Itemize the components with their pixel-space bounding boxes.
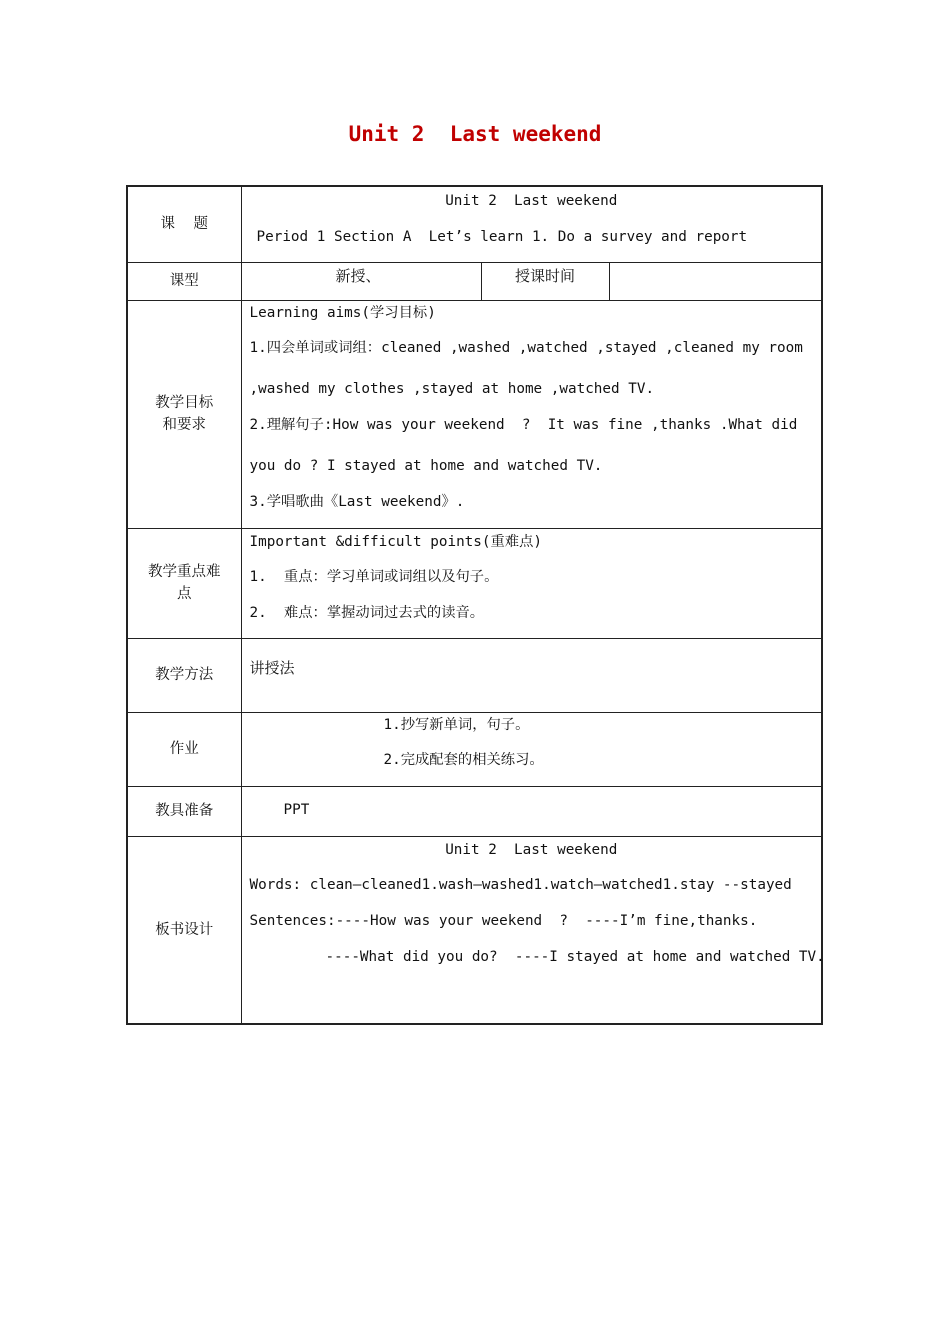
row-type <box>127 262 822 300</box>
aims-line-1: Learning aims(学习目标) <box>249 304 436 321</box>
points-line-3: 2. 难点：掌握动词过去式的读音。 <box>249 605 485 622</box>
label-tools <box>127 786 241 836</box>
homework-content <box>241 712 822 786</box>
type-value-cell <box>241 262 481 300</box>
aims-line-5: you do ? I stayed at home and watched TV. <box>249 457 603 474</box>
aims-line-6: 3.学唱歌曲《Last weekend》. <box>249 493 465 510</box>
board-line-4: ----What did you do? ----I stayed at home and watched TV. <box>325 949 825 966</box>
label-homework <box>127 712 241 786</box>
label-tools-text: 教具准备 <box>155 802 214 819</box>
label-points-line2: 点 <box>177 586 192 602</box>
label-aims-line1: 教学目标 <box>155 394 214 411</box>
label-method-text: 教学方法 <box>155 666 214 683</box>
method-content <box>241 638 822 712</box>
row-points <box>127 528 822 638</box>
time-label-cell <box>481 262 609 300</box>
type-value: 新授、 <box>335 266 381 285</box>
row-method <box>127 638 822 712</box>
label-topic-text: 课 题 <box>160 216 208 233</box>
label-points <box>127 528 241 638</box>
label-board-text: 板书设计 <box>155 921 214 938</box>
label-type-text: 课型 <box>169 272 199 289</box>
topic-line-2: Period 1 Section A Let’s learn 1. Do a survey and report <box>256 228 748 245</box>
aims-line-4: 2.理解句子:How was your weekend ? It was fine ,thanks .What did <box>249 417 798 434</box>
tools-value: PPT <box>283 802 310 819</box>
time-label: 授课时间 <box>514 266 575 285</box>
aims-line-3: ,washed my clothes ,stayed at home ,watched TV. <box>249 381 655 398</box>
label-topic <box>127 186 241 262</box>
topic-content <box>241 186 822 262</box>
board-line-1: Unit 2 Last weekend <box>445 841 618 858</box>
board-content <box>241 836 825 1024</box>
label-method <box>127 638 241 712</box>
points-line-1: Important &difficult points(重难点) <box>249 533 543 550</box>
label-aims <box>127 300 241 528</box>
board-line-2: Words: clean—cleaned1.wash—washed1.watch—watched1.stay --stayed <box>249 877 792 894</box>
time-value-cell <box>609 262 822 300</box>
board-line-3: Sentences:----How was your weekend ? ----I’m fine,thanks. <box>249 913 758 930</box>
label-type <box>127 262 241 300</box>
lesson-plan-table <box>126 185 823 1025</box>
points-content <box>241 528 822 638</box>
aims-line-2: 1.四会单词或词组：cleaned ,washed ,watched ,stayed ,cleaned my room <box>249 340 803 357</box>
points-line-2: 1. 重点：学习单词或词组以及句子。 <box>249 569 499 586</box>
method-value: 讲授法 <box>249 658 295 677</box>
aims-content <box>241 300 822 528</box>
row-aims <box>127 300 822 528</box>
homework-line-1: 1.抄写新单词，句子。 <box>383 716 530 733</box>
row-homework <box>127 712 822 786</box>
tools-content <box>241 786 822 836</box>
document-title: Unit 2 Last weekend <box>348 122 602 146</box>
homework-line-2: 2.完成配套的相关练习。 <box>383 752 544 769</box>
row-topic <box>127 186 822 262</box>
row-board <box>127 836 822 1024</box>
label-points-line1: 教学重点难 <box>148 563 221 580</box>
label-board <box>127 836 241 1024</box>
topic-line-1: Unit 2 Last weekend <box>445 193 618 209</box>
label-aims-line2: 和要求 <box>162 417 206 433</box>
label-homework-text: 作业 <box>169 740 199 757</box>
row-tools <box>127 786 822 836</box>
